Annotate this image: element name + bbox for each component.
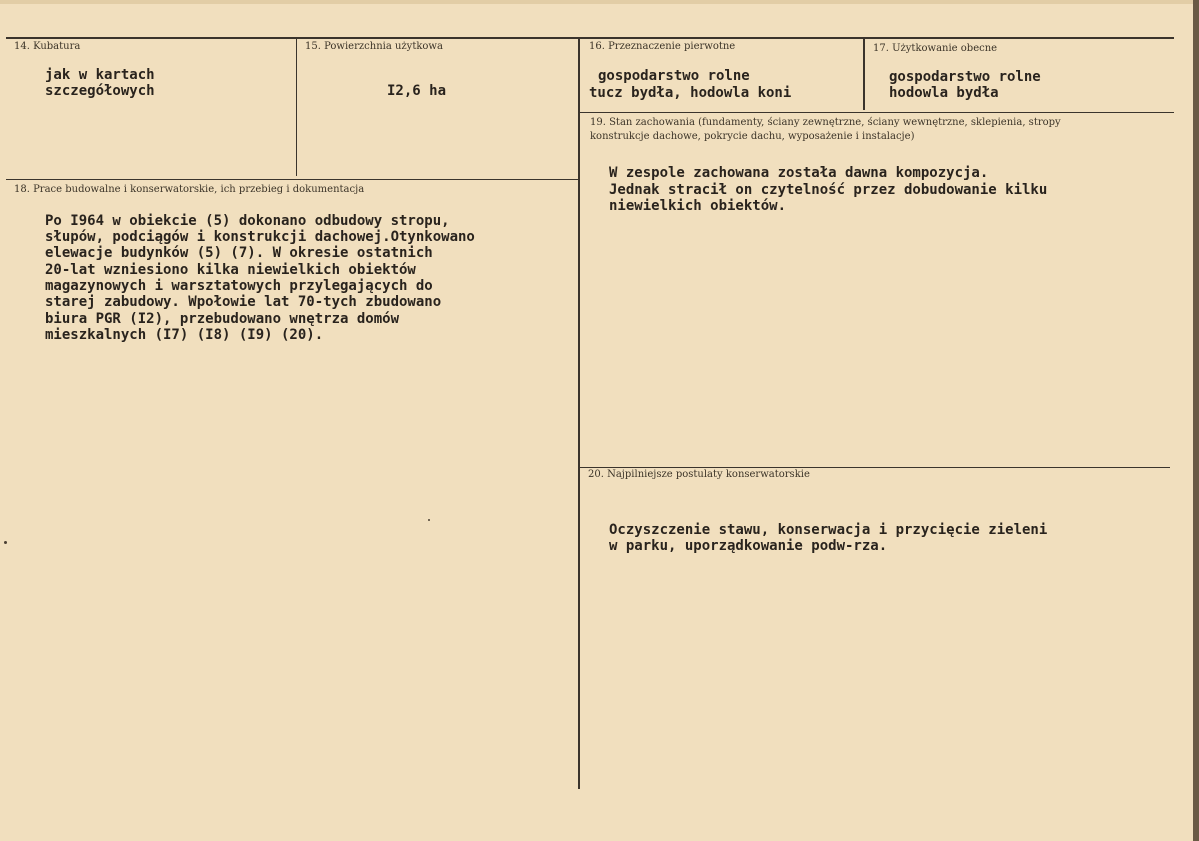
field-18-line-3: elewacje budynków (5) (7). W okresie ostatnich — [45, 245, 433, 261]
field-15-value: I2,6 ha — [387, 83, 447, 99]
field-18-line-4: 20-lat wzniesiono kilka niewielkich obiektów — [45, 262, 416, 278]
center-divider — [578, 39, 580, 789]
field-14-line-2: szczegółowych — [45, 83, 155, 99]
field-19-label-line-2: konstrukcje dachowe, pokrycie dachu, wyposażenie i instalacje) — [590, 131, 915, 142]
paper-right-edge — [1193, 0, 1199, 841]
field-19-line-3: niewielkich obiektów. — [609, 198, 787, 214]
field-18-line-6: starej zabudowy. Wpołowie lat 70-tych zbudowano — [45, 294, 442, 310]
field-18-line-2: słupów, podciągów i konstrukcji dachowej.Otynkowano — [45, 229, 475, 245]
paper-speck — [428, 519, 430, 521]
field-20-line-1: Oczyszczenie stawu, konserwacja i przycięcie zieleni — [609, 522, 1048, 538]
field-16-line-1: gospodarstwo rolne — [598, 68, 750, 84]
rule-above-18 — [6, 179, 579, 180]
field-17-label: 17. Użytkowanie obecne — [873, 43, 998, 54]
field-18-line-7: biura PGR (I2), przebudowano wnętrza domów — [45, 311, 400, 327]
divider-14-15 — [296, 39, 297, 176]
divider-16-17 — [863, 39, 865, 110]
field-20-label: 20. Najpilniejsze postulaty konserwatorskie — [588, 469, 810, 480]
field-17-line-1: gospodarstwo rolne — [889, 69, 1041, 85]
paper-speck — [4, 541, 7, 544]
field-19-line-1: W zespole zachowana została dawna kompozycja. — [609, 165, 989, 181]
field-19-label-line-1: 19. Stan zachowania (fundamenty, ściany zewnętrzne, ściany wewnętrzne, sklepienia, stropy — [590, 117, 1061, 128]
field-14-line-1: jak w kartach — [45, 67, 155, 83]
field-14-label: 14. Kubatura — [14, 41, 81, 52]
rule-above-20 — [580, 467, 1170, 468]
field-19-line-2: Jednak stracił on czytelność przez dobudowanie kilku — [609, 182, 1048, 198]
field-18-line-8: mieszkalnych (I7) (I8) (I9) (20). — [45, 327, 324, 343]
field-18-line-5: magazynowych i warsztatowych przylegających do — [45, 278, 433, 294]
top-rule — [6, 37, 1174, 39]
paper-top-edge — [0, 0, 1199, 4]
field-15-label: 15. Powierzchnia użytkowa — [305, 41, 443, 52]
field-18-line-1: Po I964 w obiekcie (5) dokonano odbudowy stropu, — [45, 213, 450, 229]
field-17-line-2: hodowla bydła — [889, 85, 999, 101]
field-16-line-2: tucz bydła, hodowla koni — [589, 85, 792, 101]
rule-above-19 — [580, 112, 1174, 113]
field-20-line-2: w parku, uporządkowanie podw-rza. — [609, 538, 888, 554]
field-18-label: 18. Prace budowalne i konserwatorskie, ich przebieg i dokumentacja — [14, 184, 365, 195]
field-16-label: 16. Przeznaczenie pierwotne — [589, 41, 736, 52]
